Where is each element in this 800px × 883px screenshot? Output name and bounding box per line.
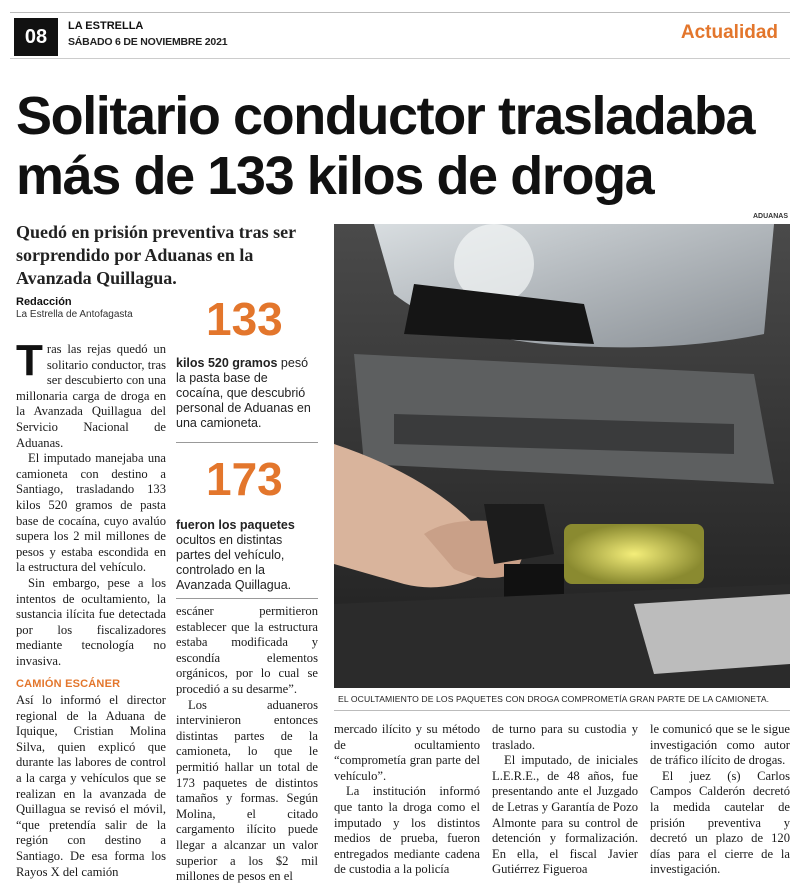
body-column-3 — [334, 722, 480, 878]
photo-caption: EL OCULTAMIENTO DE LOS PAQUETES CON DROGA COMPROMETÍA GRAN PARTE DE LA CAMIONETA. — [338, 694, 770, 704]
issue-date: SÁBADO 6 DE NOVIEMBRE 2021 — [68, 36, 228, 48]
article-dek: Quedó en prisión preventiva tras ser sorprendido por Aduanas en la Avanzada Quillagua. — [16, 222, 296, 288]
body-paragraph: Así lo informó el director regional de la Aduana de Iquique, Cristian Molina Silva, quien explicó que durante las labores de control a la carga y vehículos que se realizan en la avanzada de Quillagua se revisó el móvil, “que pretendía salir de la región con destino a Santiago. De esa forma los Rayos X del camión — [16, 693, 166, 879]
header-bottom-rule — [10, 58, 790, 59]
caption-divider — [334, 710, 790, 711]
fact-bold: kilos 520 gramos — [176, 356, 278, 370]
fact-rest: pesó la pasta base de cocaína, que descubrió personal de Aduanas en una camioneta. — [176, 356, 311, 430]
section-label: Actualidad — [680, 22, 778, 43]
headline-line-2: más de 133 kilos de droga — [16, 146, 654, 206]
byline: Redacción — [16, 296, 72, 308]
body-paragraph: Los aduaneros intervinieron entonces distintas partes de la camioneta, lo que le permitió hallar un total de 173 paquetes de distintos tamaños y formas. Según Molina, el citado cargamento ilícito puede llegar a alcanzar un valor superior a los $2 mil millones de pesos en el — [176, 697, 318, 883]
photo-illustration — [334, 224, 790, 688]
fact-number-133: 133 — [206, 293, 283, 345]
fact-rest: ocultos en distintas partes del vehículo, controlado en la Avanzada Quillagua. — [176, 533, 292, 592]
body-paragraph — [16, 336, 166, 451]
body-paragraph: de turno para su custodia y traslado. — [492, 722, 638, 752]
article-photo — [334, 224, 790, 688]
body-paragraph: Sin embargo, pese a los intentos de ocultamiento, la sustancia ilícita fue detectada por los fiscalizadores mediante tecnología no invasiva. — [16, 575, 166, 668]
body-paragraph: El imputado manejaba una camioneta con destino a Santiago, trasladando 133 kilos 520 gramos de pasta base de cocaína, cuyo avalúo supera los 2 mil millones de pesos y estaba escondida en la estructura del vehículo. — [16, 451, 166, 575]
headline-line-1: Solitario conductor trasladaba — [16, 86, 755, 146]
body-paragraph: le comunicó que se le sigue investigación como autor de tráfico ilícito de drogas. — [650, 722, 790, 768]
body-paragraph: escáner permitieron establecer que la estructura estaba modificada y escondía elementos orgánicos, por lo cual se procedió a su desarme”. — [176, 604, 318, 696]
body-column-1 — [16, 336, 166, 880]
body-paragraph: El juez (s) Carlos Campos Calderón decretó la medida cautelar de prisión preventiva y decretó un plazo de 120 días para el cierre de la investigación. — [650, 768, 790, 877]
fact-text-173 — [176, 518, 318, 593]
page-number: 08 — [14, 18, 58, 56]
body-paragraph: La institución informó que tanto la droga como el imputado y los distintos medios de prueba, fueron entregados mediante cadena de custodia a la policía — [334, 784, 480, 877]
header-top-rule — [10, 12, 790, 13]
fact-number-173: 173 — [206, 453, 283, 505]
fact-text-133 — [176, 356, 318, 431]
paragraph-text: ras las rejas quedó un solitario conductor, tras ser descubierto con una millonaria carga de droga en la Avanzada Quillagua del Servicio Nacional de Aduanas. — [16, 342, 166, 450]
body-paragraph: El imputado, de iniciales L.E.R.E., de 48 años, fue presentando ante el Juzgado de Letras y Garantía de Pozo Almonte para su control de detención y formalización. En ella, el fiscal Javier Gutiérrez Figueroa — [492, 753, 638, 877]
body-column-2 — [176, 604, 318, 883]
headline — [16, 86, 786, 206]
fact-bold: fueron los paquetes — [176, 518, 295, 532]
body-paragraph: mercado ilícito y su método de ocultamiento “comprometía gran parte del vehículo”. — [334, 722, 480, 783]
drop-cap: T — [16, 336, 43, 385]
newspaper-name: LA ESTRELLA — [68, 20, 144, 32]
fact-divider — [176, 442, 318, 443]
subheading: CAMIÓN ESCÁNER — [16, 678, 121, 691]
body-column-5 — [650, 722, 790, 878]
body-column-4 — [492, 722, 638, 878]
byline-outlet: La Estrella de Antofagasta — [16, 309, 133, 320]
fact-divider — [176, 598, 318, 599]
photo-credit: ADUANAS — [753, 213, 788, 220]
